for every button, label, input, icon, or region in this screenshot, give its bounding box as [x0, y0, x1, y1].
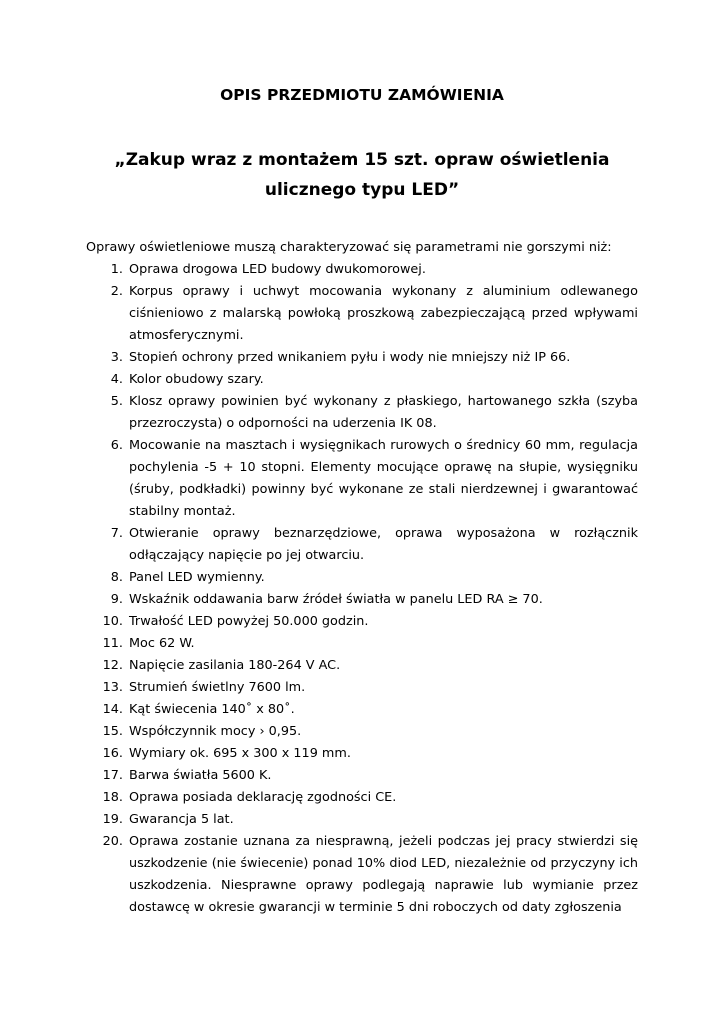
list-item: [86, 259, 638, 281]
specification-list: [86, 259, 638, 919]
list-item-number: 18.: [102, 790, 123, 805]
list-item-number: 4.: [110, 372, 123, 387]
list-item-number: 13.: [102, 680, 123, 695]
document-title: OPIS PRZEDMIOTU ZAMÓWIENIA: [220, 86, 504, 104]
list-item: [86, 633, 638, 655]
list-item-text: Oprawa posiada deklarację zgodności CE.: [129, 790, 397, 805]
list-item: [86, 567, 638, 589]
list-item: [86, 347, 638, 369]
list-item-text: Panel LED wymienny.: [129, 570, 265, 585]
list-item-number: 3.: [110, 350, 123, 365]
list-item-text: Strumień świetlny 7600 lm.: [129, 680, 306, 695]
document-subtitle: „Zakup wraz z montażem 15 szt. opraw oświetlenia ulicznego typu LED”: [114, 150, 610, 200]
list-item: [86, 699, 638, 721]
list-item: [86, 809, 638, 831]
list-item: [86, 589, 638, 611]
list-item-text: Oprawa zostanie uznana za niesprawną, jeżeli podczas jej pracy stwierdzi się uszkodzenie (nie świecenie) ponad 10% diod LED, niezależnie od przyczyny ich uszkodzenia. Niesprawne oprawy podlegają naprawie lub wymianie przez dostawcę w okresie gwarancji w terminie 5 dni roboczych od daty zgłoszenia: [129, 834, 638, 915]
intro-paragraph: Oprawy oświetleniowe muszą charakteryzować się parametrami nie gorszymi niż:: [86, 240, 612, 255]
list-item: [86, 677, 638, 699]
list-item-text: Moc 62 W.: [129, 636, 195, 651]
list-item: [86, 435, 638, 523]
list-item-number: 10.: [102, 614, 123, 629]
list-item: [86, 831, 638, 919]
list-item-number: 12.: [102, 658, 123, 673]
list-item: [86, 743, 638, 765]
list-item-text: Klosz oprawy powinien być wykonany z płaskiego, hartowanego szkła (szyba przezroczysta) o odporności na uderzenia IK 08.: [129, 394, 638, 431]
list-item: [86, 655, 638, 677]
list-item: [86, 787, 638, 809]
list-item-text: Stopień ochrony przed wnikaniem pyłu i wody nie mniejszy niż IP 66.: [129, 350, 571, 365]
list-item: [86, 281, 638, 347]
list-item-text: Barwa światła 5600 K.: [129, 768, 272, 783]
list-item: [86, 523, 638, 567]
list-item-text: Korpus oprawy i uchwyt mocowania wykonany z aluminium odlewanego ciśnieniowo z malarską powłoką proszkową zabezpieczającą przed wpływami atmosferycznymi.: [129, 284, 638, 343]
list-item-text: Współczynnik mocy › 0,95.: [129, 724, 302, 739]
list-item-text: Kąt świecenia 140˚ x 80˚.: [129, 702, 295, 717]
list-item-number: 2.: [110, 284, 123, 299]
list-item: [86, 611, 638, 633]
list-item-number: 1.: [110, 262, 123, 277]
list-item-number: 7.: [110, 526, 123, 541]
list-item-text: Wymiary ok. 695 x 300 x 119 mm.: [129, 746, 351, 761]
list-item: [86, 391, 638, 435]
list-item: [86, 765, 638, 787]
list-item-text: Otwieranie oprawy beznarzędziowe, oprawa wyposażona w rozłącznik odłączający napięcie po jej otwarciu.: [129, 526, 638, 563]
list-item-number: 17.: [102, 768, 123, 783]
list-item-number: 5.: [110, 394, 123, 409]
list-item-number: 14.: [102, 702, 123, 717]
list-item-text: Trwałość LED powyżej 50.000 godzin.: [129, 614, 369, 629]
list-item-number: 8.: [110, 570, 123, 585]
list-item: [86, 369, 638, 391]
list-item-number: 19.: [102, 812, 123, 827]
list-item-text: Napięcie zasilania 180-264 V AC.: [129, 658, 341, 673]
list-item-text: Oprawa drogowa LED budowy dwukomorowej.: [129, 262, 426, 277]
list-item-number: 11.: [102, 636, 123, 651]
list-item-text: Kolor obudowy szary.: [129, 372, 264, 387]
list-item-number: 16.: [102, 746, 123, 761]
list-item-number: 6.: [110, 438, 123, 453]
list-item-text: Wskaźnik oddawania barw źródeł światła w panelu LED RA ≥ 70.: [129, 592, 543, 607]
list-item-text: Mocowanie na masztach i wysięgnikach rurowych o średnicy 60 mm, regulacja pochylenia -5 + 10 stopni. Elementy mocujące oprawę na słupie, wysięgniku (śruby, podkładki) powinny być wykonane ze stali nierdzewnej i gwarantować stabilny montaż.: [129, 438, 638, 519]
list-item-number: 15.: [102, 724, 123, 739]
list-item-number: 20.: [102, 834, 123, 849]
list-item-text: Gwarancja 5 lat.: [129, 812, 234, 827]
list-item-number: 9.: [110, 592, 123, 607]
list-item: [86, 721, 638, 743]
